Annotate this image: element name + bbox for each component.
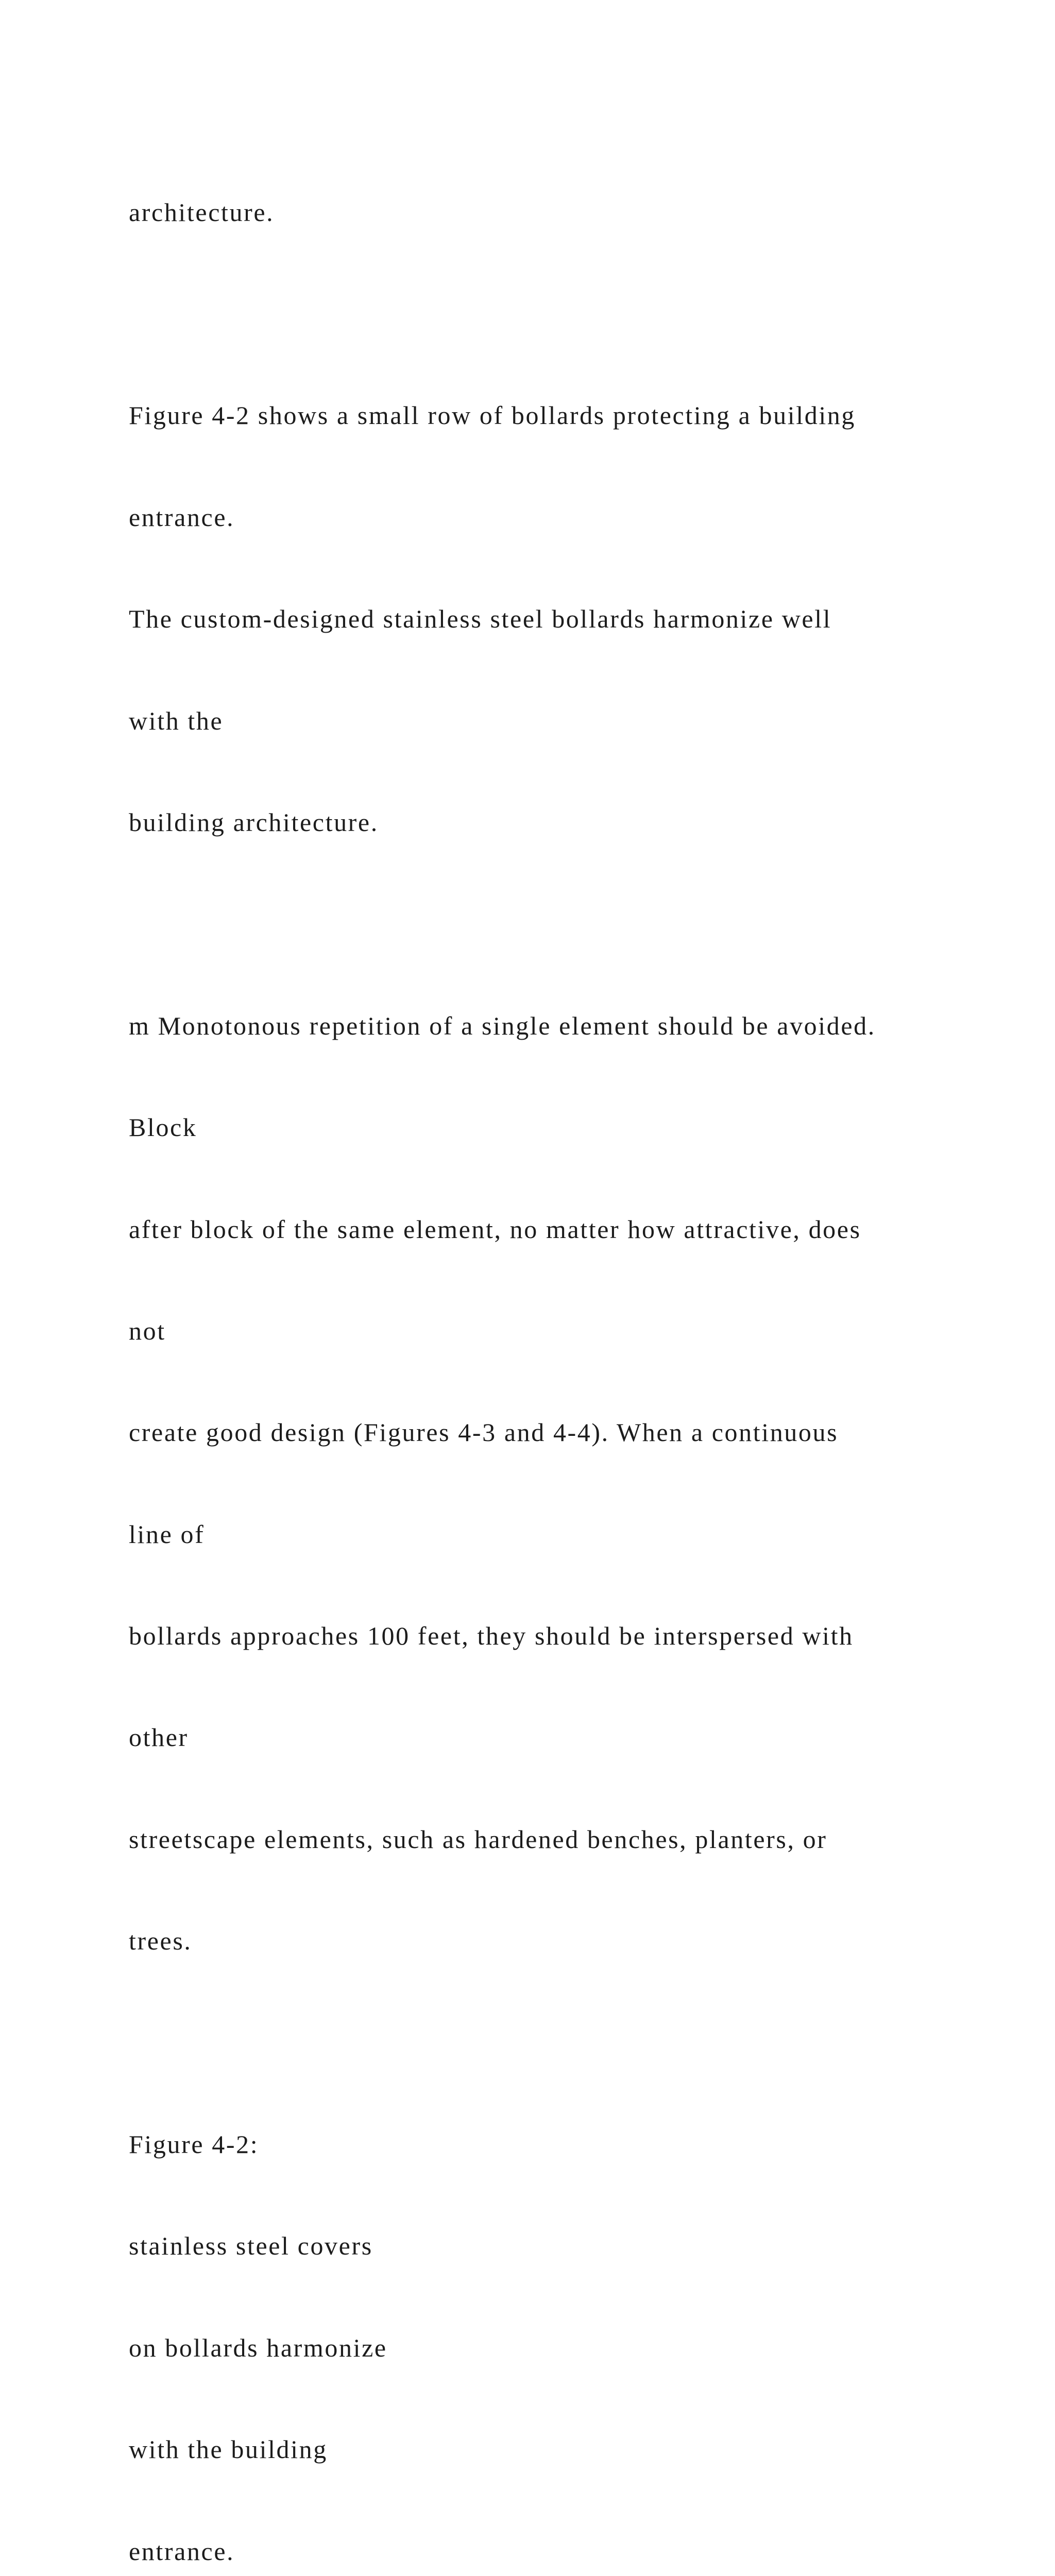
figure-caption-line: Figure 4-2: — [129, 2130, 259, 2159]
text-line: streetscape elements, such as hardened benches, planters, or — [129, 1824, 827, 1854]
text-line: create good design (Figures 4-3 and 4-4). When a continuous — [129, 1418, 839, 1447]
text-line: trees. — [129, 1926, 192, 1956]
text-line: other — [129, 1723, 189, 1752]
figure-caption-line: with the building — [129, 2435, 328, 2464]
text-line: Figure 4-2 shows a small row of bollards protecting a building — [129, 401, 856, 430]
text-line: The custom-designed stainless steel bollards harmonize well — [129, 604, 832, 634]
blank-line — [129, 297, 1005, 331]
text-column — [129, 128, 1005, 2576]
text-line: entrance. — [129, 502, 235, 532]
blank-line — [129, 2026, 1005, 2060]
text-line: with the — [129, 706, 224, 735]
blank-line — [129, 907, 1005, 941]
text-line: building architecture. — [129, 807, 379, 837]
text-line: not — [129, 1316, 166, 1345]
text-line: m Monotonous repetition of a single element should be avoided. — [129, 1011, 876, 1040]
figure-caption-line: stainless steel covers — [129, 2231, 373, 2261]
text-line: architecture. — [129, 197, 275, 227]
text-line: bollards approaches 100 feet, they should be interspersed with — [129, 1621, 854, 1651]
figure-caption-line: on bollards harmonize — [129, 2333, 387, 2362]
figure-caption-line: entrance. — [129, 2536, 235, 2566]
text-line: line of — [129, 1519, 205, 1549]
text-line: Block — [129, 1113, 197, 1142]
text-line: after block of the same element, no matter how attractive, does — [129, 1214, 861, 1244]
